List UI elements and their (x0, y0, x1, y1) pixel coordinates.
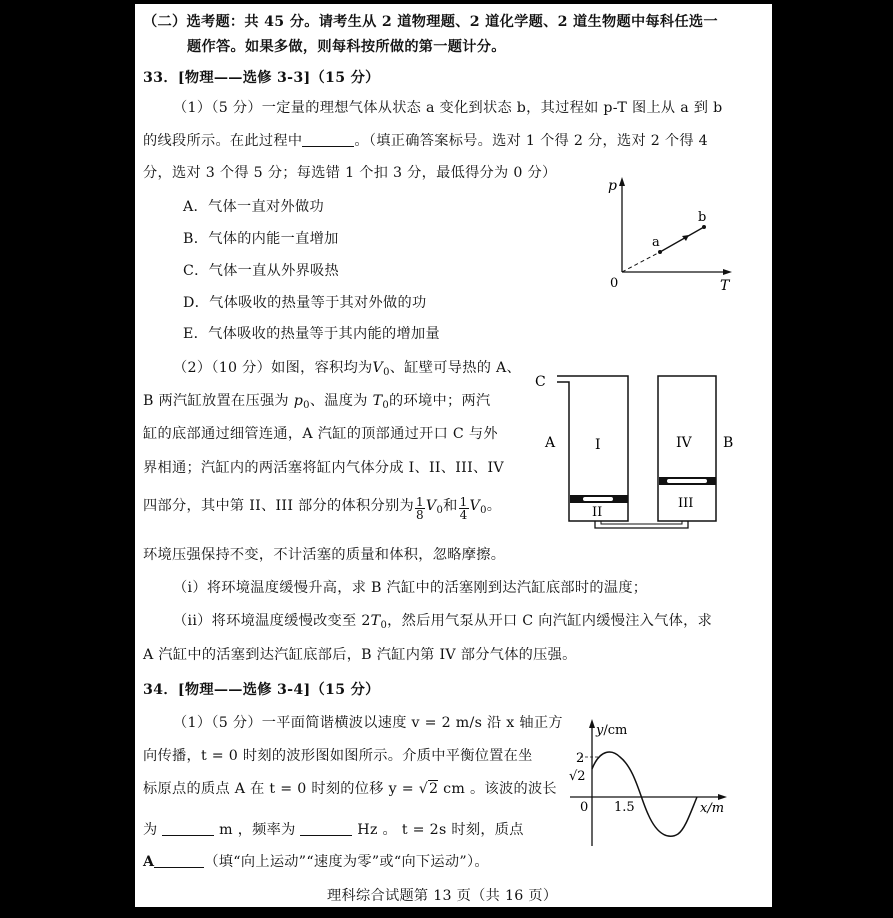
q34-p1-line4 (143, 820, 524, 840)
q33-p2-line5 (143, 496, 501, 521)
origin-label: 0 (610, 276, 619, 291)
var-v: V (372, 360, 384, 376)
point-a-label: a (652, 235, 660, 250)
label-region-iv: IV (676, 435, 692, 451)
sub: 0 (436, 505, 444, 516)
t-axis-label: T (720, 278, 730, 292)
fraction-1-4 (459, 496, 469, 521)
den: 8 (415, 508, 424, 522)
x-axis-arrow-icon (718, 794, 727, 800)
var-t: T (370, 613, 381, 629)
text: （2）（10 分）如图，容积均为 (173, 360, 373, 376)
sub: 0 (380, 620, 388, 631)
q33-option-b: B．气体的内能一直增加 (183, 231, 339, 247)
label-b: B (723, 435, 734, 451)
tick-0: 0 (580, 800, 589, 815)
fraction-1-8 (415, 496, 425, 521)
q33-p1-line2-post: 。（填正确答案标号。选对 1 个得 2 分，选对 2 个得 4 (354, 133, 709, 149)
p-axis-label: p (608, 178, 617, 194)
q33-sub-i: （i）将环境温度缓慢升高，求 B 汽缸中的活塞刚到达汽缸底部时的温度； (173, 580, 648, 596)
point-b (702, 225, 706, 229)
tick-sqrt2: √2 (569, 769, 586, 784)
sub: 0 (303, 400, 310, 411)
q33-p1-line2-pre: 的线段所示。在此过程中 (143, 133, 303, 149)
section-header-line1: （二）选考题：共 45 分。请考生从 2 道物理题、2 道化学题、2 道生物题中每科任选一 (143, 14, 718, 30)
sub: 0 (480, 505, 487, 516)
text: ，然后用气泵从开口 C 向汽缸内缓慢注入气体，求 (387, 613, 713, 629)
text: 和 (443, 498, 458, 514)
y-axis-label: y/cm (596, 723, 628, 738)
text: 。 (486, 498, 502, 514)
q33-title: 33．[物理——选修 3-3]（15 分） (143, 70, 380, 86)
text: 的环境中；两汽 (389, 393, 491, 409)
text: cm 。该波的波长 (438, 781, 557, 797)
q34-p1-line2: 向传播，t = 0 时刻的波形图如图所示。介质中平衡位置在坐 (143, 748, 533, 764)
q34-p1-line1: （1）（5 分）一平面简谐横波以速度 v = 2 m/s 沿 x 轴正方 (173, 715, 563, 731)
var-v: V (425, 498, 437, 514)
den: 4 (459, 508, 468, 522)
q34-p1-line3 (143, 779, 557, 799)
x-axis-label: x/m (700, 801, 725, 816)
sqrt-icon: √ (418, 781, 429, 797)
q33-p1-line3: 分，选对 3 个得 5 分；每选错 1 个扣 3 分，最低得分为 0 分） (143, 165, 557, 181)
label-c: C (535, 374, 546, 390)
q34-title: 34．[物理——选修 3-4]（15 分） (143, 682, 380, 698)
q33-option-a: A．气体一直对外做功 (183, 199, 324, 215)
p-axis-arrow-icon (619, 177, 625, 186)
page-footer: 理科综合试题第 13 页（共 16 页） (327, 888, 558, 904)
label-region-i: I (595, 437, 601, 453)
q33-option-e: E．气体吸收的热量等于其内能的增加量 (183, 326, 440, 342)
process-arrow-icon (682, 235, 689, 241)
sub: 0 (382, 400, 390, 411)
sub: 0 (383, 367, 390, 378)
text: B 两汽缸放置在压强为 (143, 393, 289, 409)
wavelength-blank[interactable] (162, 821, 214, 836)
t-axis-arrow-icon (723, 269, 732, 275)
text: A (143, 854, 155, 870)
text: 为 (143, 822, 158, 838)
tick-1-5: 1.5 (614, 800, 635, 815)
point-a (658, 250, 662, 254)
label-a: A (545, 435, 556, 451)
q33-p2-line4: 界相通；汽缸内的两活塞将缸内气体分成 I、II、III、IV (143, 460, 504, 476)
q33-option-c: C．气体一直从外界吸热 (183, 263, 340, 279)
num: 1 (459, 495, 468, 509)
text: （ii）将环境温度缓慢改变至 2 (173, 613, 371, 629)
q33-p2-line6: 环境压强保持不变，不计活塞的质量和体积，忽略摩擦。 (143, 547, 506, 563)
q33-p1-line1: （1）（5 分）一定量的理想气体从状态 a 变化到状态 b，其过程如 p-T 图上从 a 到 b (173, 100, 723, 116)
text: 四部分，其中第 II、III 部分的体积分别为 (143, 498, 414, 514)
text: 、缸壁可导热的 A、 (389, 360, 522, 376)
y-axis-arrow-icon (589, 719, 595, 728)
q33-answer-blank[interactable] (302, 132, 354, 147)
q33-p2-line3: 缸的底部通过细管连通，A 汽缸的顶部通过开口 C 与外 (143, 426, 498, 442)
label-region-iii: III (678, 496, 694, 511)
motion-blank[interactable] (154, 853, 204, 868)
q33-option-d: D．气体吸收的热量等于其对外做的功 (183, 295, 427, 311)
q34-p1-line5 (143, 852, 489, 872)
cylinder-diagram (533, 364, 748, 534)
q33-sub-ii-line2: A 汽缸中的活塞到达汽缸底部后，B 汽缸内第 IV 部分气体的压强。 (143, 647, 577, 663)
q33-p2-line1 (173, 358, 521, 383)
q33-sub-ii (173, 611, 712, 636)
text: Hz 。 t = 2s 时刻，质点 (357, 822, 524, 838)
var-t: T (372, 393, 383, 409)
section-header-line2: 题作答。如果多做，则每科按所做的第一题计分。 (187, 39, 506, 55)
exam-page (135, 4, 772, 907)
q33-p1-line2 (143, 131, 708, 151)
var-v: V (469, 498, 481, 514)
wave-graph (560, 704, 760, 854)
label-region-ii: II (592, 505, 603, 520)
text: m ，频率为 (219, 822, 296, 838)
var-p: p (293, 393, 304, 409)
point-b-label: b (698, 210, 707, 225)
frequency-blank[interactable] (300, 821, 352, 836)
text: 标原点的质点 A 在 t = 0 时刻的位移 y = (143, 781, 419, 797)
text: （填“向上运动”“速度为零”或“向下运动”）。 (204, 854, 489, 870)
q33-p2-line2 (143, 391, 490, 416)
num: 1 (415, 495, 424, 509)
tick-2: 2 (576, 751, 585, 766)
sqrt-value: 2 (429, 781, 439, 797)
waveform (592, 752, 697, 836)
text: 、温度为 (309, 393, 368, 409)
pt-graph (590, 172, 760, 292)
